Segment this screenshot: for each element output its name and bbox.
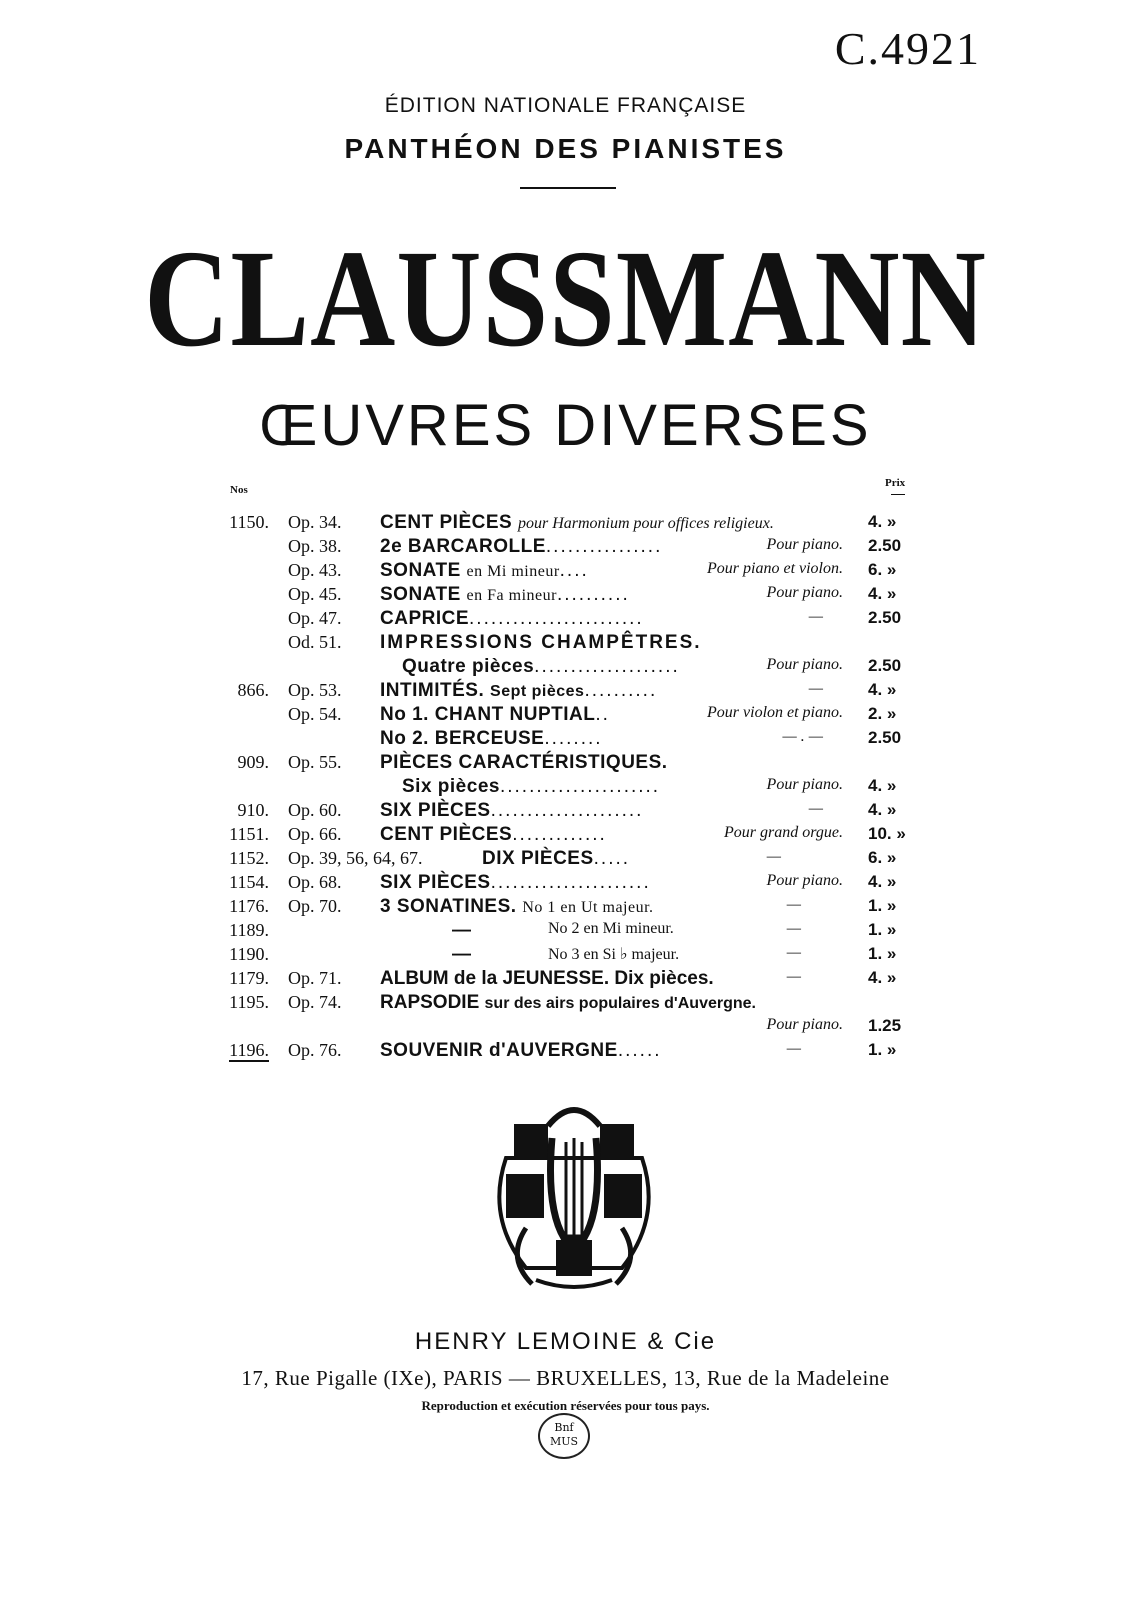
work-title: Quatre pièces.................... (402, 656, 680, 677)
work-title: PIÈCES CARACTÉRISTIQUES. (380, 752, 668, 773)
instrumentation: — (786, 1040, 801, 1057)
catalog-row (0, 848, 1131, 872)
catalog-row (0, 920, 1131, 944)
catalog-row (0, 968, 1131, 992)
catalog-row (0, 680, 1131, 704)
price: 2.50 (868, 536, 902, 555)
catalog-row (0, 656, 1131, 680)
price: 1.25 (868, 1016, 902, 1035)
catalog-number: 910. (237, 800, 269, 820)
instrumentation: Pour piano et violon. (707, 560, 843, 577)
work-title: 3 SONATINES. No 1 en Ut majeur. (380, 896, 654, 917)
price: 1. » (868, 896, 897, 915)
price: 4. » (868, 776, 897, 795)
opus: Op. 66. (288, 824, 342, 844)
work-title: INTIMITÉS. Sept pièces.......... (380, 680, 658, 701)
instrumentation: Pour piano. (766, 536, 843, 553)
instrumentation: Pour piano. (766, 776, 843, 793)
catalog-number: 1195. (229, 992, 269, 1012)
opus: Op. 74. (288, 992, 342, 1012)
catalog-number: 1196. (229, 1040, 269, 1060)
catalog-row (0, 1016, 1131, 1040)
work-detail: No 2 en Mi mineur. (548, 920, 674, 937)
publisher-address: 17, Rue Pigalle (IXe), PARIS — BRUXELLES, 13, Rue de la Madeleine (241, 1366, 890, 1390)
price: 4. » (868, 800, 897, 819)
work-title: No 2. BERCEUSE........ (380, 728, 603, 749)
work-title: SOUVENIR d'AUVERGNE...... (380, 1040, 662, 1061)
library-stamp: Bnf MUS (538, 1413, 590, 1459)
work-title: CENT PIÈCES............. (380, 824, 607, 845)
instrumentation: — . — (782, 728, 823, 745)
catalog-row (0, 560, 1131, 584)
price: 2.50 (868, 656, 902, 675)
column-header-price: Prix (885, 477, 906, 489)
catalog-number: 1189. (229, 920, 269, 940)
opus: Op. 45. (288, 584, 342, 604)
catalog-number: 1190. (229, 944, 269, 964)
work-title: SONATE en Fa mineur.......... (380, 584, 630, 605)
catalog-row (0, 776, 1131, 800)
opus: Op. 70. (288, 896, 342, 916)
instrumentation: — (786, 944, 801, 961)
work-title: DIX PIÈCES..... (482, 848, 631, 869)
opus: Op. 60. (288, 800, 342, 820)
work-title: — (452, 944, 472, 965)
work-title: CENT PIÈCES pour Harmonium pour offices religieux. (380, 512, 774, 533)
work-detail: No 3 en Si ♭ majeur. (548, 946, 680, 963)
divider (520, 187, 616, 189)
work-title: ALBUM de la JEUNESSE. Dix pièces. (380, 968, 714, 989)
catalog-row (0, 992, 1131, 1016)
price: 1. » (868, 944, 897, 963)
instrumentation: Pour piano. (766, 656, 843, 673)
opus: Op. 76. (288, 1040, 342, 1060)
instrumentation: — (808, 608, 823, 625)
opus: Op. 39, 56, 64, 67. (288, 848, 423, 868)
catalog-number: 1179. (229, 968, 269, 988)
lyre-emblem-icon (486, 1098, 662, 1298)
opus: Op. 47. (288, 608, 342, 628)
price: 6. » (868, 560, 897, 579)
catalog-row (0, 800, 1131, 824)
price: 4. » (868, 680, 897, 699)
opus: Op. 54. (288, 704, 342, 724)
work-title: 2e BARCAROLLE................ (380, 536, 663, 557)
price: 4. » (868, 968, 897, 987)
catalog-row (0, 728, 1131, 752)
instrumentation: Pour grand orgue. (724, 824, 843, 841)
opus: Op. 38. (288, 536, 342, 556)
composer-name: CLAUSSMANN (144, 221, 987, 376)
price: 1. » (868, 1040, 897, 1059)
work-title: No 1. CHANT NUPTIAL.. (380, 704, 610, 725)
price: 2.50 (868, 608, 902, 627)
catalog-number: 1176. (229, 896, 269, 916)
work-title: SONATE en Mi mineur.... (380, 560, 589, 581)
price: 10. » (868, 824, 906, 843)
work-title: SIX PIÈCES...................... (380, 872, 651, 893)
catalog-number: 909. (237, 752, 269, 772)
catalog-number: 1150. (229, 512, 269, 532)
divider (891, 494, 905, 495)
catalog-row (0, 896, 1131, 920)
work-title: RAPSODIE sur des airs populaires d'Auvergne. (380, 992, 756, 1013)
shelf-mark: C.4921 (834, 23, 981, 74)
catalog-number: 866. (237, 680, 269, 700)
opus: Od. 51. (288, 632, 342, 652)
instrumentation: Pour piano. (766, 872, 843, 889)
instrumentation: — (808, 680, 823, 697)
price: 2. » (868, 704, 897, 723)
instrumentation: — (786, 968, 801, 985)
catalog-row (0, 944, 1131, 968)
work-title: SIX PIÈCES..................... (380, 800, 644, 821)
catalog-row (0, 584, 1131, 608)
opus: Op. 68. (288, 872, 342, 892)
opus: Op. 43. (288, 560, 342, 580)
publisher-name: HENRY LEMOINE & Cie (414, 1328, 717, 1355)
catalog-row (0, 704, 1131, 728)
price: 1. » (868, 920, 897, 939)
work-title: — (452, 920, 472, 941)
page-subtitle: ŒUVRES DIVERSES (259, 393, 872, 458)
opus: Op. 55. (288, 752, 342, 772)
work-title: CAPRICE........................ (380, 608, 644, 629)
catalog-row (0, 536, 1131, 560)
opus: Op. 53. (288, 680, 342, 700)
catalog-row (0, 608, 1131, 632)
catalog-row (0, 872, 1131, 896)
catalog-row (0, 1040, 1131, 1064)
price: 4. » (868, 512, 897, 531)
work-title: IMPRESSIONS CHAMPÊTRES. (380, 632, 702, 653)
opus: Op. 34. (288, 512, 342, 532)
edition-heading: ÉDITION NATIONALE FRANÇAISE (384, 94, 747, 117)
instrumentation: — (808, 800, 823, 817)
catalog-number: 1154. (229, 872, 269, 892)
series-heading: PANTHÉON DES PIANISTES (344, 133, 787, 164)
price: 4. » (868, 584, 897, 603)
instrumentation: — (766, 848, 781, 865)
price: 6. » (868, 848, 897, 867)
catalog-row (0, 824, 1131, 848)
instrumentation: — (786, 896, 801, 913)
catalog-row (0, 632, 1131, 656)
instrumentation: Pour piano. (766, 584, 843, 601)
work-title: Six pièces...................... (402, 776, 661, 797)
catalog-row (0, 512, 1131, 536)
column-header-number: Nos (230, 484, 248, 496)
catalog-number: 1152. (229, 848, 269, 868)
rights-notice: Reproduction et exécution réservées pour tous pays. (421, 1398, 710, 1413)
instrumentation: — (786, 920, 801, 937)
catalog-row (0, 752, 1131, 776)
opus: Op. 71. (288, 968, 342, 988)
price: 4. » (868, 872, 897, 891)
instrumentation: Pour piano. (766, 1016, 843, 1033)
instrumentation: Pour violon et piano. (707, 704, 843, 721)
price: 2.50 (868, 728, 902, 747)
catalog-number: 1151. (229, 824, 269, 844)
